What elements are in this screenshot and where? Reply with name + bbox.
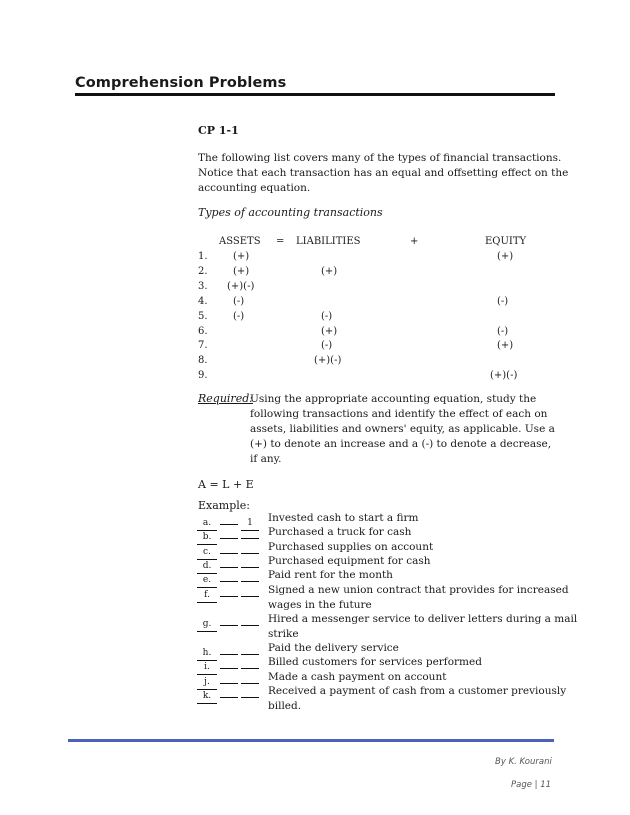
answer-blanks xyxy=(197,582,262,603)
blank-answer[interactable]: 1 xyxy=(241,518,259,531)
required-text xyxy=(250,392,560,467)
blank-letter: j. xyxy=(197,677,217,690)
blank-letter: e. xyxy=(197,575,217,588)
required-label: Required: xyxy=(198,392,253,405)
equation: A = L + E xyxy=(198,478,254,491)
footer-rule xyxy=(68,739,554,742)
blank-answer[interactable] xyxy=(241,656,259,669)
transaction-text: Invested cash to start a firm xyxy=(268,512,419,524)
blank-answer[interactable] xyxy=(241,685,259,698)
transaction-text: Paid the delivery service xyxy=(268,642,399,654)
row-number: 8. xyxy=(198,355,208,367)
header-equals: = xyxy=(276,236,285,247)
transaction-text: Made a cash payment on account xyxy=(268,671,447,683)
row-number: 2. xyxy=(198,265,208,277)
row-number: 1. xyxy=(198,251,208,262)
transaction-text: Signed a new union contract that provides for increased xyxy=(268,584,569,596)
blank-letter: b. xyxy=(197,532,217,545)
problem-id: CP 1-1 xyxy=(198,124,239,137)
transaction-text: Purchased a truck for cash xyxy=(268,526,412,538)
intro-paragraph: The following list covers many of the types of financial transactions. Notice that each transaction has an equal and offsetting effect on the accounting equation. xyxy=(198,152,569,194)
blank-answer[interactable] xyxy=(241,526,259,539)
transaction-text: Billed customers for services performed xyxy=(268,656,482,668)
cell-liabilities: (+)(-) xyxy=(314,355,342,367)
cell-assets: (+) xyxy=(233,251,250,262)
header-plus: + xyxy=(410,236,419,247)
cell-equity: (+)(-) xyxy=(490,370,518,382)
transaction-text-cont: strike xyxy=(268,627,299,640)
cell-assets: (+)(-) xyxy=(227,280,255,292)
blank-letter: a. xyxy=(197,518,217,531)
page-heading: Comprehension Problems xyxy=(75,75,287,91)
blank-letter: c. xyxy=(197,547,217,560)
header-liabilities: LIABILITIES xyxy=(296,236,361,247)
blank-answer[interactable] xyxy=(220,656,238,669)
cell-assets: (+) xyxy=(233,265,250,277)
row-number: 9. xyxy=(198,370,208,382)
blank-answer[interactable] xyxy=(220,613,238,626)
answer-blanks xyxy=(197,611,262,632)
blank-answer[interactable] xyxy=(241,569,259,582)
row-number: 6. xyxy=(198,325,208,337)
row-number: 7. xyxy=(198,340,208,352)
blank-letter: h. xyxy=(197,648,217,661)
transaction-text-cont: billed. xyxy=(268,699,302,712)
footer-author: By K. Kourani xyxy=(495,757,552,767)
blank-answer[interactable] xyxy=(220,569,238,582)
cell-liabilities: (-) xyxy=(321,310,333,322)
cell-assets: (-) xyxy=(233,295,245,307)
answer-blanks xyxy=(197,683,262,704)
transaction-text: Purchased supplies on account xyxy=(268,541,434,553)
transaction-text-cont: wages in the future xyxy=(268,598,372,611)
transaction-text: Purchased equipment for cash xyxy=(268,555,431,567)
row-number: 3. xyxy=(198,280,208,292)
blank-answer[interactable] xyxy=(241,584,259,597)
example-label: Example: xyxy=(198,499,250,512)
cell-liabilities: (+) xyxy=(321,265,338,277)
blank-letter: g. xyxy=(197,619,217,632)
cell-equity: (-) xyxy=(497,325,509,337)
required-text-body: Using the appropriate accounting equation, study the following transactions and identify the effect of each on assets, liabilities and owners' equity, as applicable. Use a (+) to denote an increase and a (-) to denote a decrease, if any. xyxy=(250,393,555,465)
blank-answer[interactable] xyxy=(220,526,238,539)
cell-equity: (-) xyxy=(497,295,509,307)
row-number: 4. xyxy=(198,295,208,307)
cell-equity: (+) xyxy=(497,251,514,262)
blank-answer[interactable] xyxy=(241,613,259,626)
header-assets: ASSETS xyxy=(219,236,261,247)
blank-letter: k. xyxy=(197,691,217,704)
transaction-text: Received a payment of cash from a customer previously xyxy=(268,685,567,697)
row-number: 5. xyxy=(198,310,208,322)
types-title: Types of accounting transactions xyxy=(198,206,383,219)
footer-page: Page | 11 xyxy=(511,780,552,790)
blank-letter: i. xyxy=(197,662,217,675)
cell-equity: (+) xyxy=(497,340,514,352)
blank-letter: f. xyxy=(197,590,217,603)
cell-liabilities: (+) xyxy=(321,325,338,337)
blank-answer[interactable] xyxy=(220,685,238,698)
blank-letter: d. xyxy=(197,561,217,574)
heading-rule xyxy=(75,93,555,96)
header-equity: EQUITY xyxy=(485,236,527,247)
cell-assets: (-) xyxy=(233,310,245,322)
cell-liabilities: (-) xyxy=(321,340,333,352)
transaction-text: Paid rent for the month xyxy=(268,569,393,581)
blank-answer[interactable] xyxy=(220,584,238,597)
transaction-text: Hired a messenger service to deliver letters during a mail xyxy=(268,613,578,625)
